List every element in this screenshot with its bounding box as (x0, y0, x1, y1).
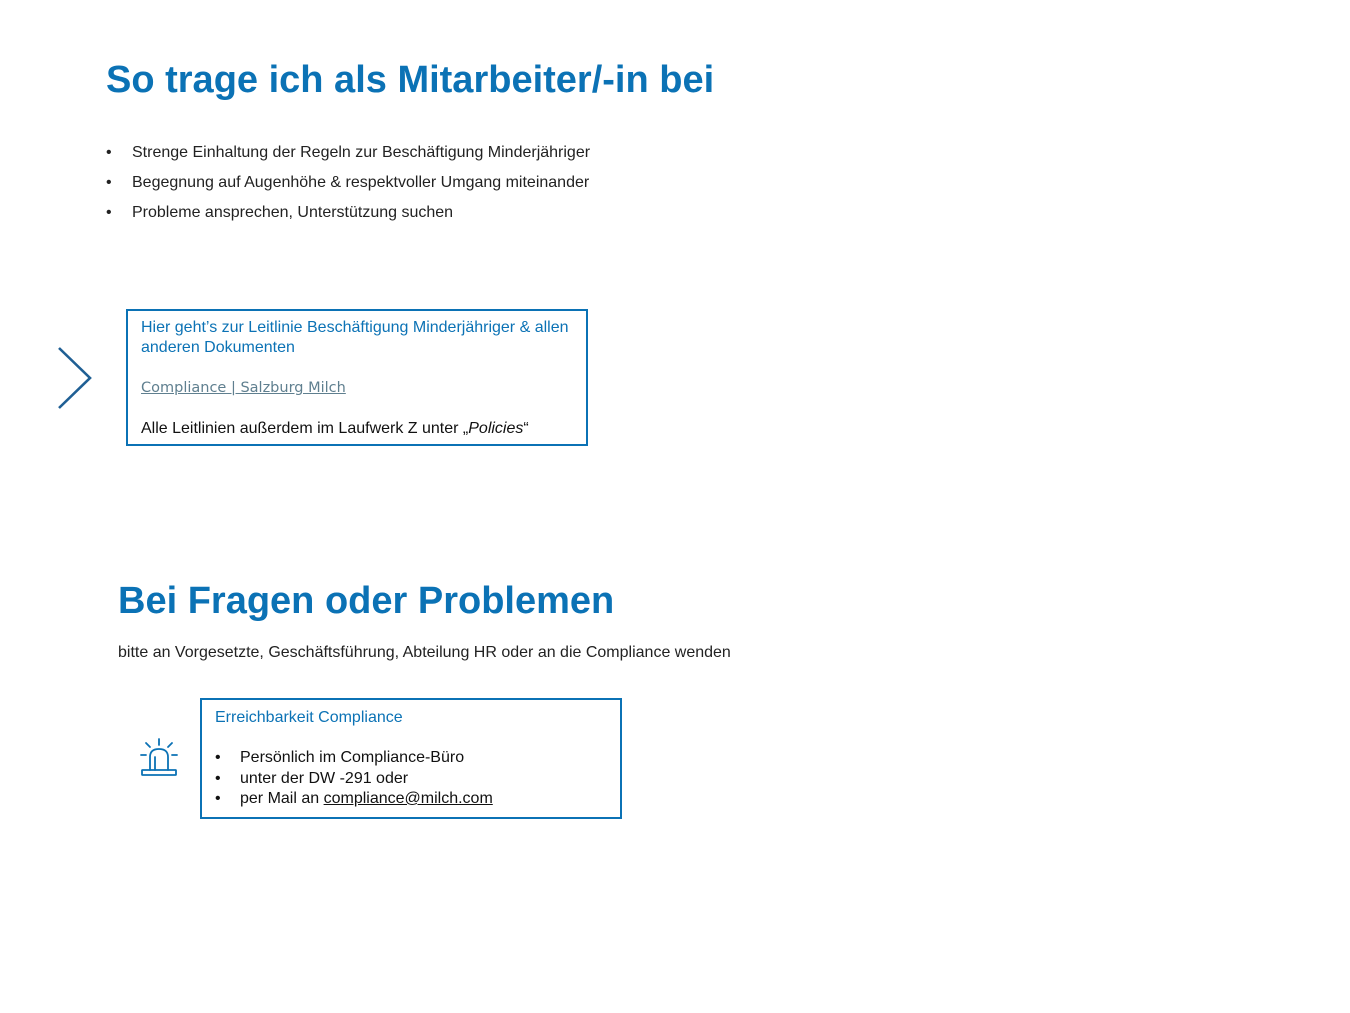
contact-item-phone: unter der DW -291 oder (240, 769, 409, 787)
list-item-text: Strenge Einhaltung der Regeln zur Beschäftigung Minderjähriger (132, 144, 591, 161)
list-item-text: Probleme ansprechen, Unterstützung suchen (132, 204, 454, 221)
bullet-marker: • (106, 174, 112, 191)
note-policies: Policies (468, 420, 524, 437)
compliance-link[interactable]: Compliance | Salzburg Milch (141, 380, 346, 396)
note-prefix: Alle Leitlinien außerdem im Laufwerk Z unter „ (141, 420, 469, 437)
contact-info-box (200, 698, 622, 819)
list-item-text: Begegnung auf Augenhöhe & respektvoller Umgang miteinander (132, 174, 590, 191)
alarm-light-icon (138, 737, 180, 779)
info-box-note (141, 419, 529, 439)
section-title-contribution: So trage ich als Mitarbeiter/-in bei (106, 59, 715, 101)
bullet-marker: • (106, 204, 112, 221)
bullet-marker: • (215, 790, 221, 807)
bullet-marker: • (215, 749, 221, 766)
email-link[interactable]: compliance@milch.com (323, 790, 493, 807)
info-box-heading: Hier geht’s zur Leitlinie Beschäftigung Minderjähriger & allen anderen Dokumenten (141, 319, 569, 356)
guideline-info-box (126, 309, 588, 446)
section-title-questions: Bei Fragen oder Problemen (118, 580, 615, 622)
bullet-marker: • (106, 144, 112, 161)
contact-item-mail (240, 789, 493, 809)
chevron-right-icon (55, 345, 95, 411)
contact-item-office: Persönlich im Compliance-Büro (240, 749, 465, 766)
section-subtitle: bitte an Vorgesetzte, Geschäftsführung, Abteilung HR oder an die Compliance wenden (118, 644, 731, 661)
note-suffix: “ (523, 420, 529, 437)
contact-box-heading: Erreichbarkeit Compliance (215, 709, 403, 726)
mail-prefix: per Mail an (240, 790, 324, 807)
bullet-marker: • (215, 769, 221, 787)
